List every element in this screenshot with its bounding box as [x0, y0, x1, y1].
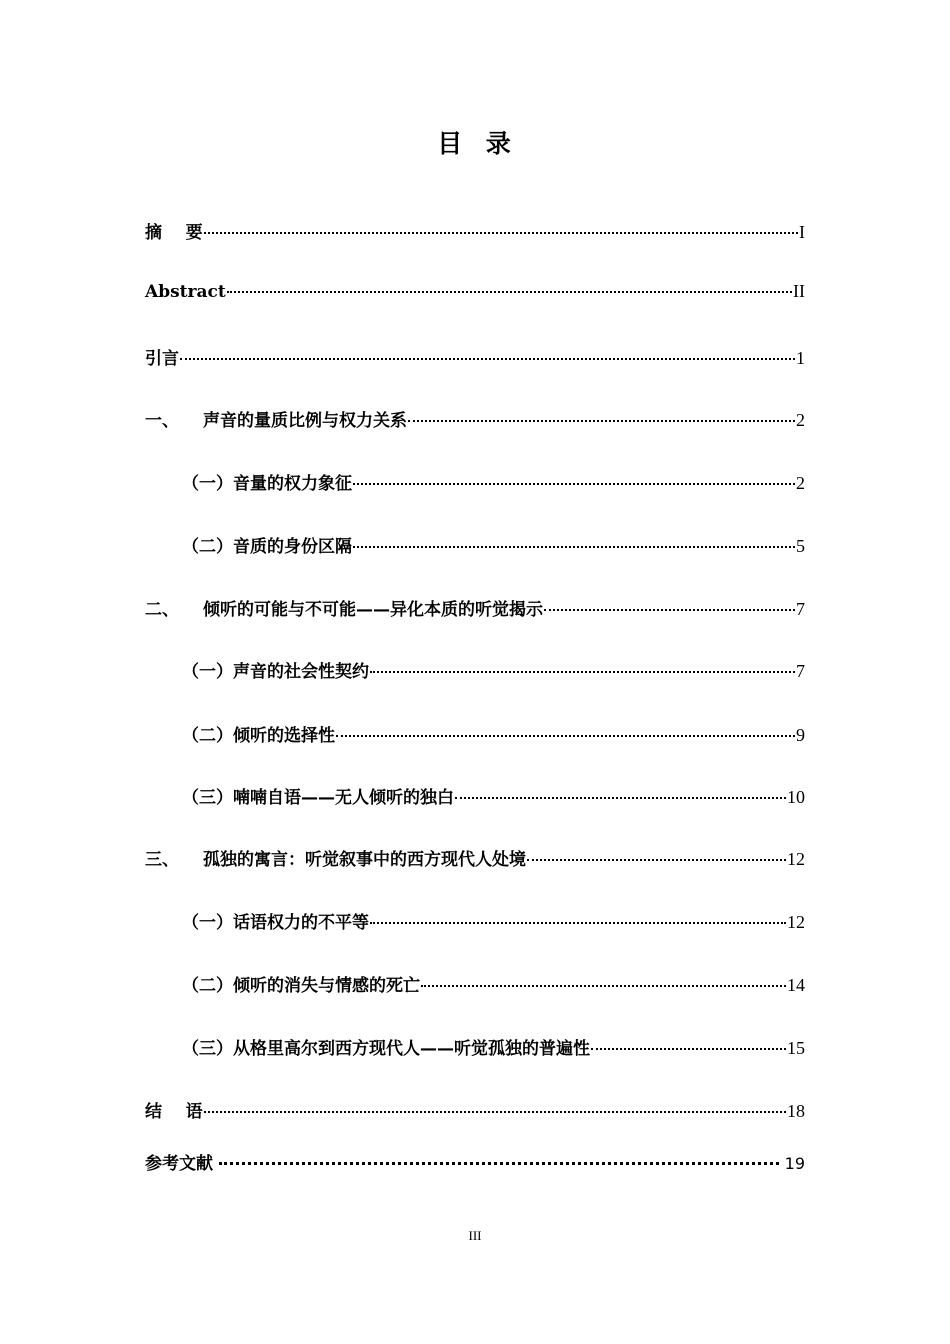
- toc-leader-dots: [227, 291, 792, 293]
- toc-leader-dots: [408, 420, 795, 422]
- toc-leader-dots: [219, 1162, 779, 1165]
- toc-entry-page: 7: [796, 599, 805, 619]
- toc-leader-dots: [527, 859, 786, 861]
- toc-entry-label: Abstract: [145, 282, 226, 302]
- toc-entry-page: 5: [796, 536, 805, 556]
- toc-entry-label: 摘 要: [145, 223, 203, 243]
- toc-entry-page: 19: [784, 1154, 805, 1173]
- toc-entry-conclusion[interactable]: [145, 1097, 805, 1123]
- toc-chapter-number: 一、: [145, 411, 179, 431]
- toc-entry-abstract-en[interactable]: [145, 281, 805, 307]
- toc-entry-introduction[interactable]: [145, 344, 805, 370]
- toc-chapter-number: 二、: [145, 600, 179, 620]
- toc-entry-label: 参考文献: [145, 1154, 213, 1174]
- toc-entry-page: I: [799, 222, 805, 242]
- toc-leader-dots: [353, 546, 795, 548]
- toc-entry-label: （二）倾听的选择性: [182, 726, 335, 746]
- toc-leader-dots: [421, 985, 786, 987]
- toc-leader-dots: [370, 922, 786, 924]
- toc-entry-page: 2: [796, 473, 805, 493]
- toc-chapter-number: 三、: [145, 850, 179, 870]
- toc-entry-chapter-3[interactable]: [145, 845, 805, 871]
- toc-entry-section-2-2[interactable]: [182, 721, 805, 747]
- toc-entry-section-1-2[interactable]: [182, 532, 805, 558]
- toc-entry-page: 9: [796, 725, 805, 745]
- toc-entry-label: 引言: [145, 349, 179, 369]
- toc-entry-page: 15: [787, 1038, 805, 1058]
- toc-entry-page: 1: [796, 348, 805, 368]
- toc-leader-dots: [455, 797, 786, 799]
- toc-leader-dots: [336, 735, 795, 737]
- toc-entry-page: II: [793, 281, 805, 301]
- toc-entry-label: （二）倾听的消失与情感的死亡: [182, 976, 420, 996]
- toc-entry-page: 12: [787, 912, 805, 932]
- toc-entry-page: 2: [796, 410, 805, 430]
- toc-entry-chapter-1[interactable]: [145, 406, 805, 432]
- toc-leader-dots: [204, 232, 798, 234]
- toc-entry-label: 结 语: [145, 1102, 203, 1122]
- toc-entry-section-3-2[interactable]: [182, 971, 805, 997]
- toc-entry-section-2-3[interactable]: [182, 783, 805, 809]
- toc-entry-label: 倾听的可能与不可能——异化本质的听觉揭示: [203, 600, 543, 620]
- toc-leader-dots: [353, 483, 795, 485]
- toc-entry-label: （二）音质的身份区隔: [182, 537, 352, 557]
- toc-entry-page: 10: [787, 787, 805, 807]
- toc-entry-label: 声音的量质比例与权力关系: [203, 411, 407, 431]
- toc-leader-dots: [591, 1048, 786, 1050]
- toc-entry-section-1-1[interactable]: [182, 469, 805, 495]
- toc-entry-page: 14: [787, 975, 805, 995]
- page-number-footer: III: [468, 1228, 482, 1243]
- toc-leader-dots: [370, 671, 795, 673]
- toc-leader-dots: [180, 358, 795, 360]
- page-title: 目 录: [437, 129, 513, 158]
- toc-entry-label: （三）喃喃自语——无人倾听的独白: [182, 788, 454, 808]
- toc-leader-dots: [204, 1111, 786, 1113]
- toc-entry-label: （三）从格里高尔到西方现代人——听觉孤独的普遍性: [182, 1039, 590, 1059]
- toc-entry-label: （一）话语权力的不平等: [182, 913, 369, 933]
- toc-entry-section-3-1[interactable]: [182, 908, 805, 934]
- toc-entry-section-2-1[interactable]: [182, 657, 805, 683]
- toc-entry-abstract-cn[interactable]: [145, 218, 805, 244]
- toc-entry-page: 18: [787, 1101, 805, 1121]
- toc-entry-chapter-2[interactable]: [145, 595, 805, 621]
- toc-entry-label: （一）音量的权力象征: [182, 474, 352, 494]
- toc-entry-label: （一）声音的社会性契约: [182, 662, 369, 682]
- toc-entry-page: 7: [796, 661, 805, 681]
- toc-entry-section-3-3[interactable]: [182, 1034, 805, 1060]
- toc-entry-page: 12: [787, 849, 805, 869]
- toc-leader-dots: [544, 609, 795, 611]
- toc-entry-label: 孤独的寓言：听觉叙事中的西方现代人处境: [203, 850, 526, 870]
- toc-entry-references[interactable]: [145, 1149, 805, 1175]
